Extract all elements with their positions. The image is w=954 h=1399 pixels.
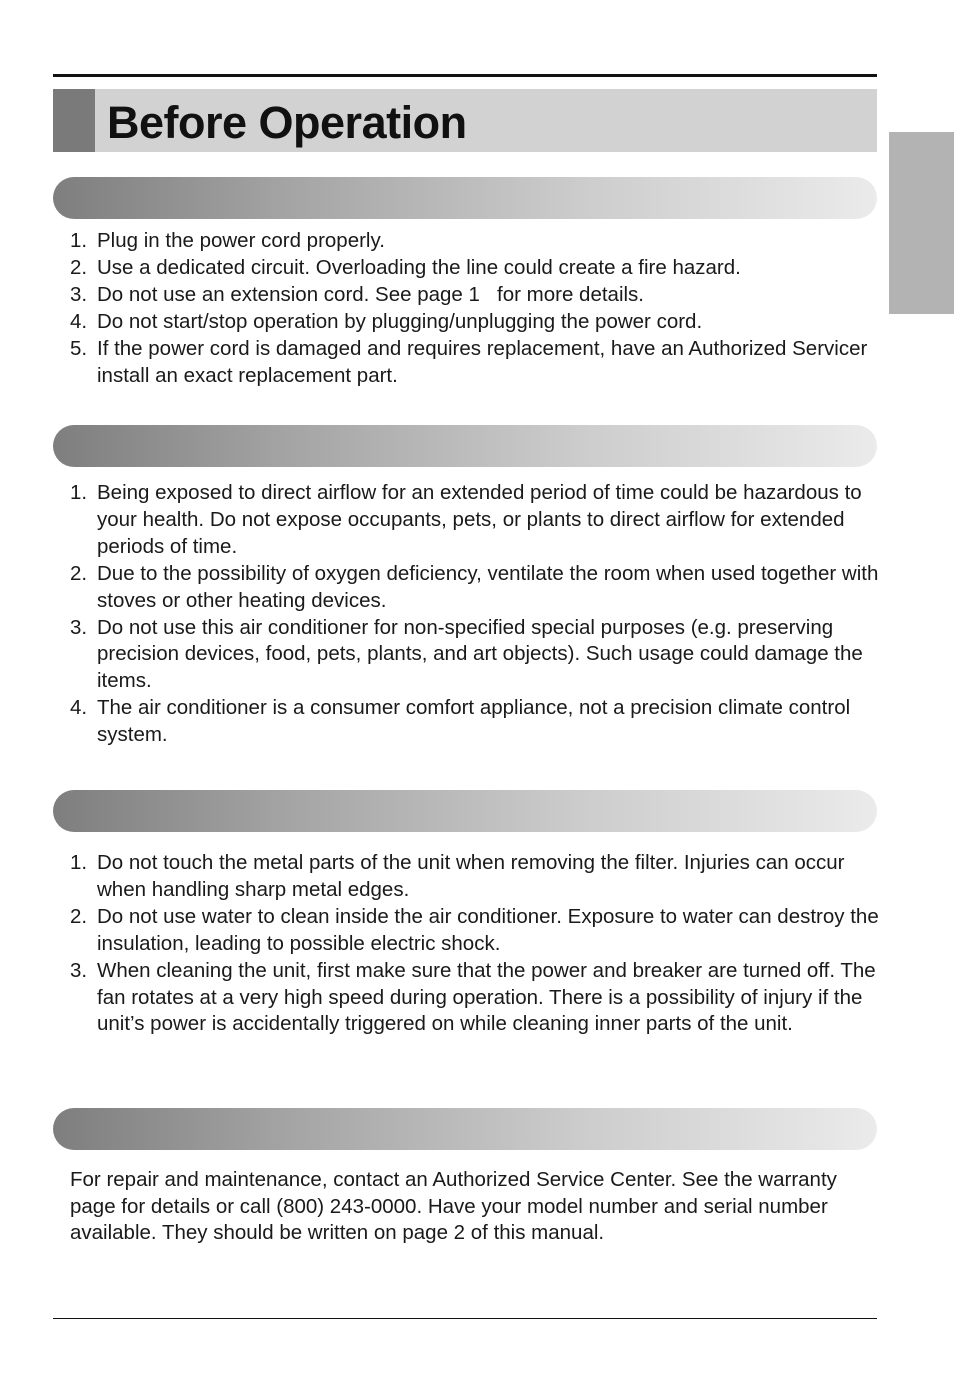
list-item xyxy=(70,958,880,1039)
item-number: 2. xyxy=(70,561,88,585)
list-item xyxy=(70,695,880,749)
title-accent-block xyxy=(53,89,95,152)
item-number: 4. xyxy=(70,309,88,333)
top-rule xyxy=(53,74,877,77)
list-item xyxy=(70,904,880,958)
section-header-bar-usage xyxy=(53,425,877,467)
title-bar xyxy=(53,89,877,152)
list-item xyxy=(70,282,880,309)
page-title: Before Operation xyxy=(107,97,467,148)
list-item xyxy=(70,615,880,696)
item-number: 1. xyxy=(70,851,88,874)
list-item xyxy=(70,480,880,561)
item-number: 2. xyxy=(70,255,88,279)
item-text: Do not start/stop operation by plugging/unplugging the power cord. xyxy=(97,309,703,333)
section-header-bar-power xyxy=(53,177,877,219)
item-text: Do not use an extension cord. See page 1 for more details. xyxy=(97,282,644,306)
item-text: Do not use this air conditioner for non-specified special purposes (e.g. preserving precision devices, food, pets, plants, and art objects). Such usage could damage the items. xyxy=(97,615,863,693)
list-item xyxy=(70,336,880,390)
list-item xyxy=(70,255,880,282)
item-text: Do not touch the metal parts of the unit when removing the filter. Injuries can occur when handling sharp metal edges. xyxy=(97,851,845,901)
usage-precautions-list xyxy=(70,480,880,749)
item-text: If the power cord is damaged and requires replacement, have an Authorized Servicer install an exact replacement part. xyxy=(97,336,868,387)
list-item xyxy=(70,309,880,336)
item-number: 3. xyxy=(70,282,88,306)
item-number: 1. xyxy=(70,229,88,252)
list-item xyxy=(70,850,880,904)
side-tab xyxy=(889,132,954,314)
list-item xyxy=(70,561,880,615)
bottom-rule xyxy=(53,1318,877,1319)
item-text: Being exposed to direct airflow for an extended period of time could be hazardous to your health. Do not expose occupants, pets, or plants to direct airflow for extended periods of time. xyxy=(97,481,862,558)
item-number: 4. xyxy=(70,696,88,720)
item-number: 3. xyxy=(70,958,88,982)
item-text: The air conditioner is a consumer comfort appliance, not a precision climate control system. xyxy=(97,696,851,747)
service-paragraph: For repair and maintenance, contact an Authorized Service Center. See the warranty page for details or call (800) 243-0000. Have your model number and serial number available. They should be written on page 2 of this manual. xyxy=(70,1168,837,1244)
item-text: Plug in the power cord properly. xyxy=(97,229,385,252)
list-item xyxy=(70,228,880,255)
power-precautions-list xyxy=(70,228,880,389)
item-text: Use a dedicated circuit. Overloading the line could create a fire hazard. xyxy=(97,255,741,279)
item-number: 5. xyxy=(70,336,88,360)
item-text: When cleaning the unit, first make sure that the power and breaker are turned off. The fan rotates at a very high speed during operation. There is a possibility of injury if the unit’s power is accidentally triggered on while cleaning inner parts of the unit. xyxy=(97,958,876,1036)
item-text: Do not use water to clean inside the air conditioner. Exposure to water can destroy the insulation, leading to possible electric shock. xyxy=(97,904,879,955)
item-number: 2. xyxy=(70,904,88,928)
section-header-bar-service xyxy=(53,1108,877,1150)
item-text: Due to the possibility of oxygen deficiency, ventilate the room when used together with stoves or other heating devices. xyxy=(97,561,879,612)
item-number: 3. xyxy=(70,615,88,639)
cleaning-precautions-list xyxy=(70,850,880,1038)
section-header-bar-cleaning xyxy=(53,790,877,832)
item-number: 1. xyxy=(70,481,88,504)
